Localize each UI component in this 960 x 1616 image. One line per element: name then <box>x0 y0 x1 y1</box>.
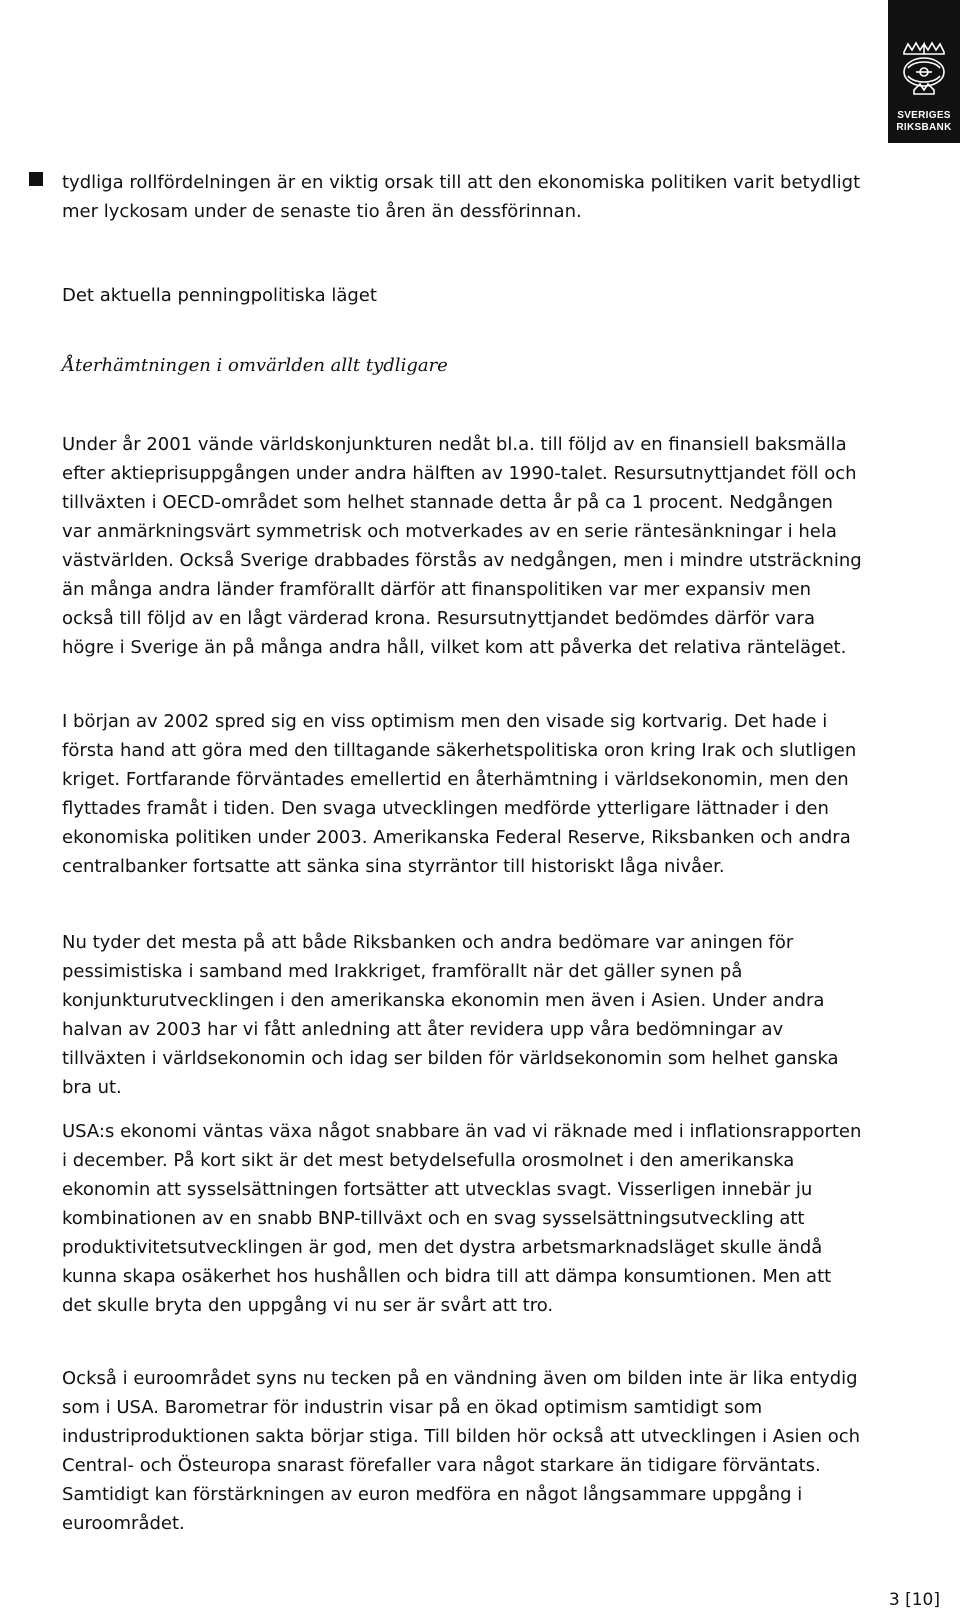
riksbank-logo <box>888 0 960 143</box>
crown-emblem-icon <box>894 38 954 106</box>
page-number: 3 [10] <box>888 1590 940 1610</box>
logo-text-riksbank: RIKSBANK <box>896 122 952 133</box>
subheading: Återhämtningen i omvärlden allt tydligare <box>62 355 448 376</box>
paragraph-5: Också i euroområdet syns nu tecken på en vändning även om bilden inte är lika entydig som i USA. Barometrar för industrin visar på en ökad optimism samtidigt som industriproduktionen sakta börjar stiga. Till bilden hör också att utvecklingen i Asien och Central- och Östeuropa snarast förefaller vara något starkare än tidigare förväntats. Samtidigt kan förstärkningen av euron medföra en något långsammare uppgång i euroområdet. <box>62 1368 861 1534</box>
bullet-square-icon <box>29 172 43 186</box>
logo-text-sveriges: SVERIGES <box>897 110 951 121</box>
paragraph-4: USA:s ekonomi väntas växa något snabbare än vad vi räknade med i inflationsrapporten i december. På kort sikt är det mest betydelsefulla orosmolnet i den amerikanska ekonomin att sysselsättningen fortsätter att utvecklas svagt. Visserligen innebär ju kombinationen av en snabb BNP-tillväxt och en svag sysselsättningsutveckling att produktivitetsutvecklingen är god, men det dystra arbetsmarknadsläget skulle ändå kunna skapa osäkerhet hos hushållen och bidra till att dämpa konsumtionen. Men att det skulle bryta den uppgång vi nu ser är svårt att tro. <box>62 1121 862 1316</box>
section-heading: Det aktuella penningpolitiska läget <box>62 285 377 306</box>
paragraph-1: Under år 2001 vände världskonjunkturen nedåt bl.a. till följd av en finansiell baksmälla efter aktieprisuppgången under andra hälften av 1990-talet. Resursutnyttjandet föll och tillväxten i OECD-området som helhet stannade detta år på ca 1 procent. Nedgången var anmärkningsvärt symmetrisk och motverkades av en serie räntesänkningar i hela västvärlden. Också Sverige drabbades förstås av nedgången, men i mindre utsträckning än många andra länder framförallt därför att finanspolitiken var mer expansiv men också till följd av en lågt värderad krona. Resursutnyttjandet bedömdes därför vara högre i Sverige än på många andra håll, vilket kom att påverka det relativa ränteläget. <box>62 434 862 658</box>
intro-paragraph: tydliga rollfördelningen är en viktig orsak till att den ekonomiska politiken varit betydligt mer lyckosam under de senaste tio åren än dessförinnan. <box>62 172 861 222</box>
paragraph-3: Nu tyder det mesta på att både Riksbanken och andra bedömare var aningen för pessimistiska i samband med Irakkriget, framförallt när det gäller synen på konjunkturutvecklingen i den amerikanska ekonomin men även i Asien. Under andra halvan av 2003 har vi fått anledning att åter revidera upp våra bedömningar av tillväxten i världsekonomin och idag ser bilden för världsekonomin som helhet ganska bra ut. <box>62 932 839 1098</box>
paragraph-2: I början av 2002 spred sig en viss optimism men den visade sig kortvarig. Det hade i första hand att göra med den tilltagande säkerhetspolitiska oron kring Irak och slutligen kriget. Fortfarande förväntades emellertid en återhämtning i världsekonomin, men den flyttades framåt i tiden. Den svaga utvecklingen medförde ytterligare lättnader i den ekonomiska politiken under 2003. Amerikanska Federal Reserve, Riksbanken och andra centralbanker fortsatte att sänka sina styrräntor till historiskt låga nivåer. <box>62 711 857 877</box>
